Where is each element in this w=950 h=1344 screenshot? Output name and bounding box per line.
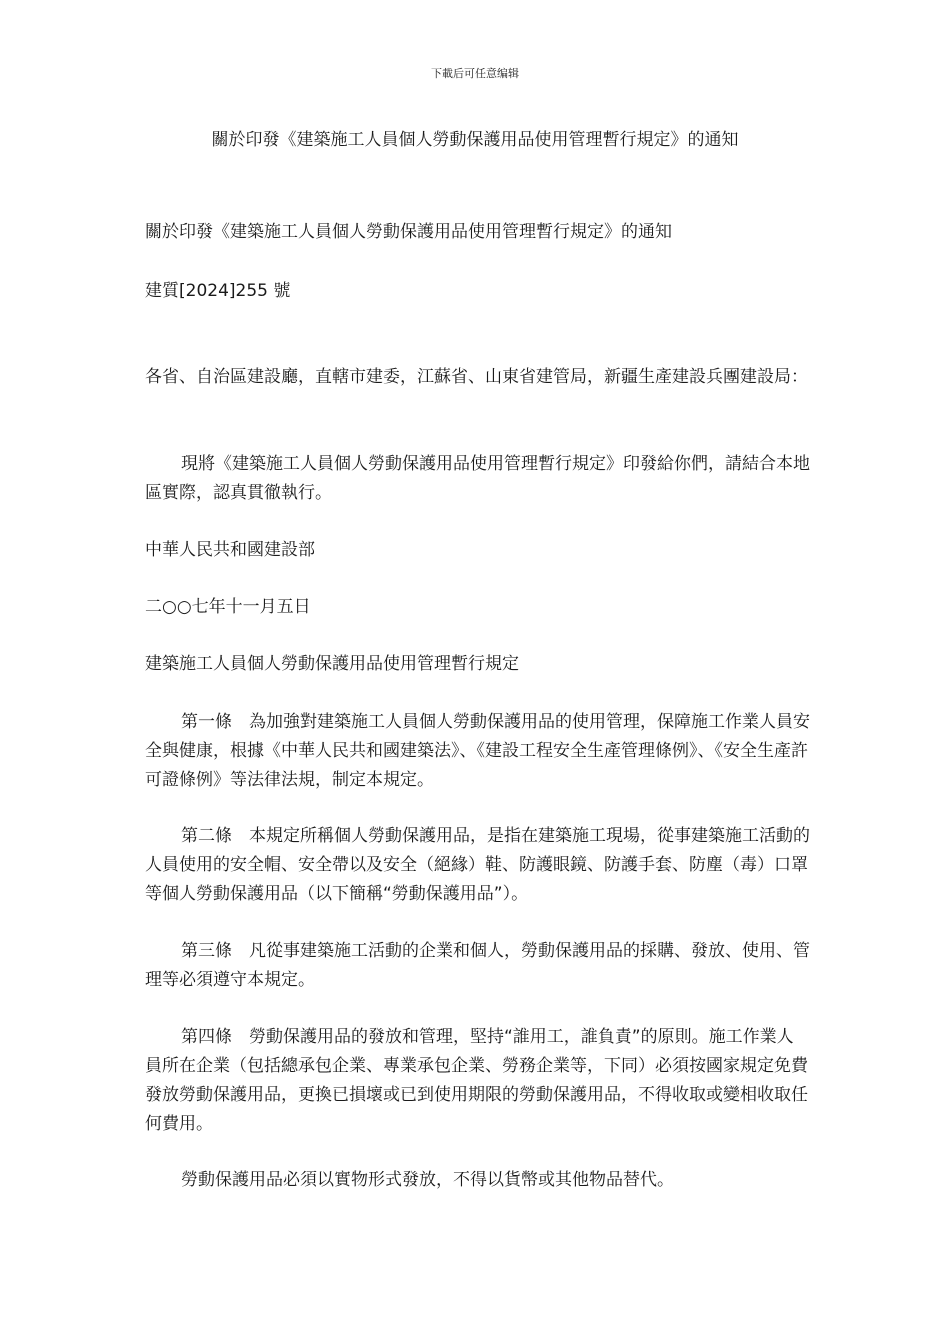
- article-1: 第一條 為加強對建築施工人員個人勞動保護用品的使用管理，保障施工作業人員安全與健康，根據《中華人民共和國建築法》、《建設工程安全生產管理條例》、《安全生產許可證條例》等法律法規，制定本規定。: [145, 712, 810, 790]
- article-4-paragraph-2: 勞動保護用品必須以實物形式發放，不得以貨幣或其他物品替代。: [181, 1170, 674, 1190]
- addressee: 各省、自治區建設廳，直轄市建委，江蘇省、山東省建管局，新疆生產建設兵團建設局：: [145, 367, 808, 387]
- issue-date: 二○○七年十一月五日: [145, 597, 311, 617]
- article-3: 第三條 凡從事建築施工活動的企業和個人，勞動保護用品的採購、發放、使用、管理等必須遵守本規定。: [145, 941, 810, 990]
- article-2: 第二條 本規定所稱個人勞動保護用品，是指在建築施工現場，從事建築施工活動的人員使用的安全帽、安全帶以及安全（絕緣）鞋、防護眼鏡、防護手套、防塵（毒）口罩等個人勞動保護用品（以下簡稱“勞動保護用品”）。: [145, 826, 810, 904]
- header-note: 下載后可任意编辑: [431, 67, 519, 80]
- issuer: 中華人民共和國建設部: [145, 540, 315, 560]
- notice-title: 關於印發《建築施工人員個人勞動保護用品使用管理暫行規定》的通知: [145, 222, 672, 242]
- notice-body: 現將《建築施工人員個人勞動保護用品使用管理暫行規定》印發給你們，請結合本地區實際，認真貫徹執行。: [145, 454, 810, 503]
- document-title: 關於印發《建築施工人員個人勞動保護用品使用管理暫行規定》的通知: [211, 130, 739, 150]
- article-4: 第四條 勞動保護用品的發放和管理，堅持“誰用工，誰負責”的原則。施工作業人員所在企業（包括總承包企業、專業承包企業、勞務企業等，下同）必須按國家規定免費發放勞動保護用品，更換已損壞或已到使用期限的勞動保護用品，不得收取或變相收取任何費用。: [145, 1027, 808, 1134]
- document-number: 建質[2024]255 號: [145, 281, 291, 301]
- regulation-title: 建築施工人員個人勞動保護用品使用管理暫行規定: [145, 654, 519, 674]
